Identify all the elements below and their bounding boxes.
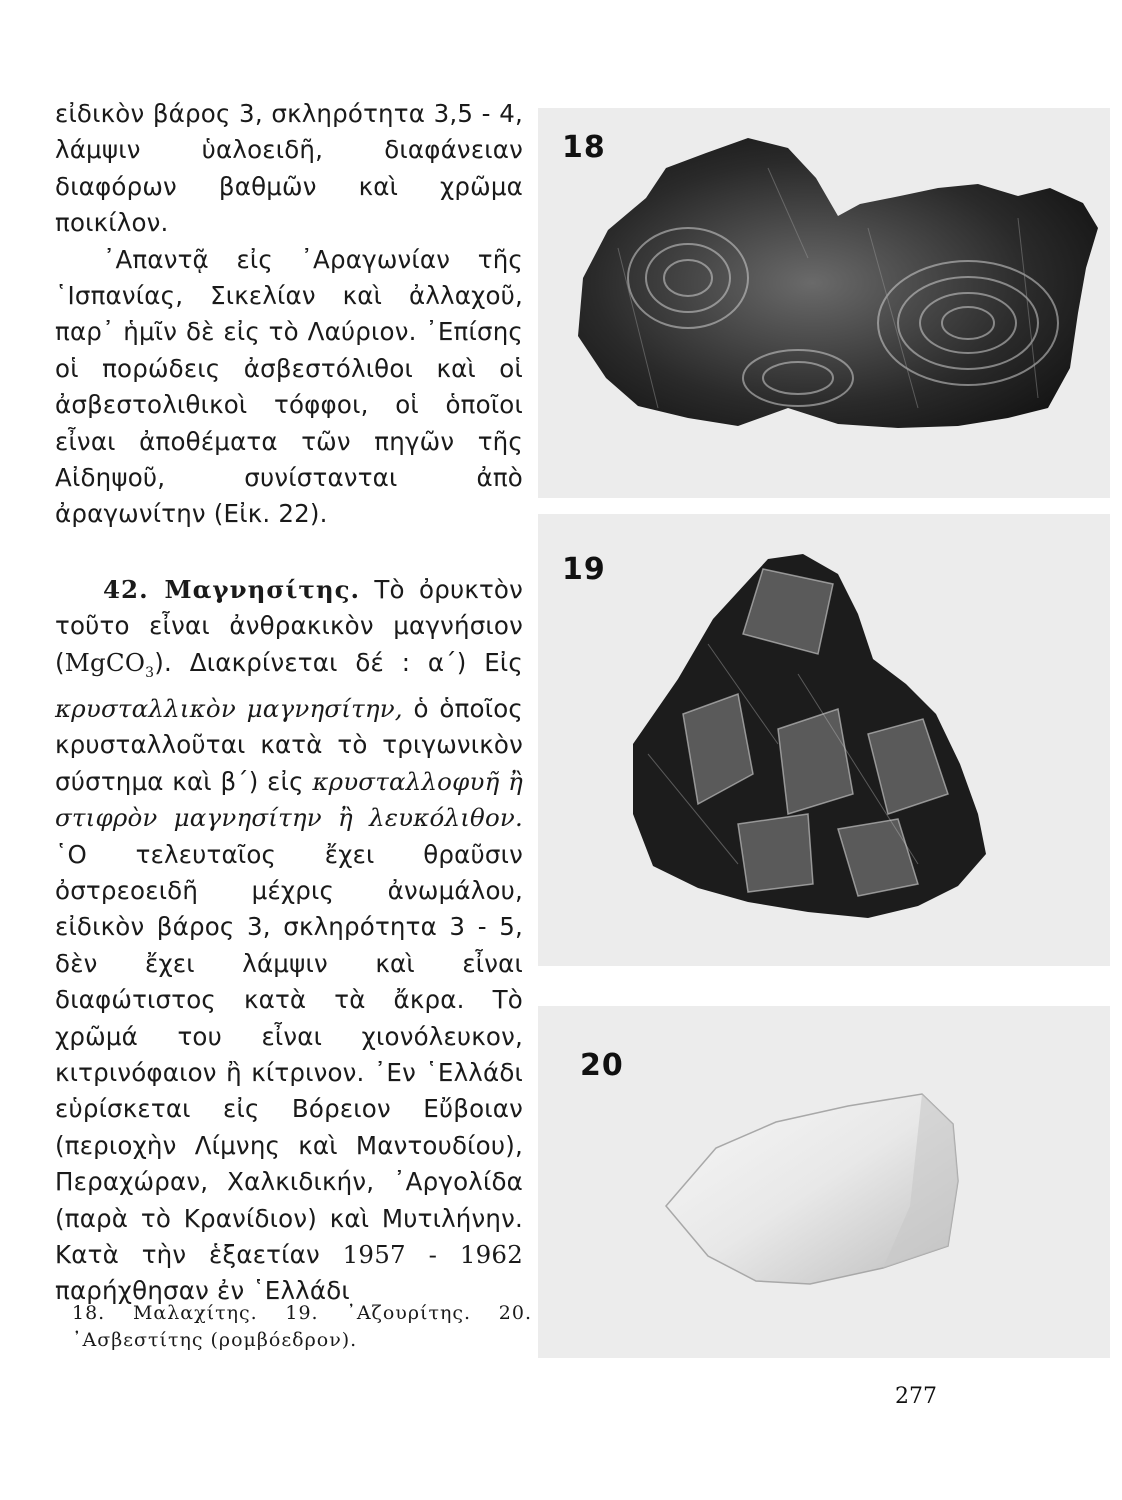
main-text-column	[55, 96, 523, 1310]
caption-line-2: ᾿Ασβεστίτης (ρομβόεδρον).	[72, 1329, 358, 1351]
section-heading-magnesite: 42. Μαγνησίτης.	[103, 574, 361, 604]
page-number: 277	[895, 1384, 937, 1409]
malachite-specimen-image	[538, 108, 1110, 498]
year-range: 1957 - 1962	[342, 1240, 524, 1270]
formula-main: MgCO	[64, 647, 146, 677]
text-run: ). Διακρίνεται δέ : α΄) Εἰς	[154, 647, 523, 677]
plate-panel-19	[538, 514, 1110, 966]
plate-number-19: 19	[562, 552, 606, 587]
paragraph-aragonite-occurrence: ᾿Απαντᾷ εἰς ᾿Αραγωνίαν τῆς ῾Ισπανίας, Σικελίαν καὶ ἀλλαχοῦ, παρ᾿ ἡμῖν δὲ εἰς τὸ Λαύριον. ᾿Επίσης οἱ πορώδεις ἀσβεστόλιθοι καὶ οἱ ἀσβεστολιθικοὶ τόφφοι, οἱ ὁποῖοι εἶναι ἀποθέματα τῶν πηγῶν τῆς Αἰδηψοῦ, συνίστανται ἀπὸ ἀραγωνίτην (Εἰκ. 22).	[55, 244, 523, 529]
paragraph-magnesite	[55, 572, 523, 1310]
text-run: ὁ ὁποῖος κρυσταλλοῦται κατὰ τὸ τριγωνικὸν σύστημα καὶ β΄) εἰς	[55, 693, 523, 796]
plate-panel-20	[538, 1006, 1110, 1358]
italic-term-crystalline-magnesite: κρυσταλλικὸν μαγνησίτην,	[55, 693, 403, 723]
figure-caption	[72, 1300, 532, 1354]
italic-term-massive-magnesite: κρυσταλλοφυῆ ἢ στιφρὸν μαγνησίτην ἢ λευκόλιθον.	[55, 766, 523, 833]
plate-number-18: 18	[562, 130, 606, 165]
text-run: Τὸ ὀρυκτὸν τοῦτο εἶναι ἀνθρακικὸν μαγνήσιον (	[55, 574, 523, 677]
caption-line-1: 18. Μαλαχίτης. 19. ᾿Αζουρίτης. 20.	[72, 1302, 532, 1324]
paragraph-aragonite-properties: εἰδικὸν βάρος 3, σκληρότητα 3,5 - 4, λάμψιν ὑαλοειδῆ, διαφάνειαν διαφόρων βαθμῶν καὶ χρῶμα ποικίλον.	[55, 99, 523, 238]
text-run: ῾Ο τελευταῖος ἔχει θραῦσιν ὀστρεοειδῆ μέχρις ἀνωμάλου, εἰδικὸν βάρος 3, σκληρότητα 3 - 5, δὲν ἔχει λάμψιν καὶ εἶναι διαφώτιστος κατὰ τὰ ἄκρα. Τὸ χρῶμά του εἶναι χιονόλευκον, κιτρινόφαιον ἢ κίτρινον. ᾿Εν ῾Ελλάδι εὑρίσκεται εἰς Βόρειον Εὔβοιαν (περιοχὴν Λίμνης καὶ Μαντουδίου), Περαχώραν, Χαλκιδικήν, ᾿Αργολίδα (παρὰ τὸ Κρανίδιον) καὶ Μυτιλήνην. Κατὰ τὴν ἑξαετίαν	[55, 839, 523, 1270]
chemical-formula	[64, 647, 155, 681]
formula-subscript: 3	[145, 664, 155, 681]
plate-panel-18	[538, 108, 1110, 498]
plate-number-20: 20	[580, 1048, 624, 1083]
text-run: παρήχθησαν ἐν ῾Ελλάδι	[55, 1276, 350, 1306]
azurite-specimen-image	[538, 514, 1110, 966]
calcite-specimen-image	[538, 1006, 1110, 1358]
